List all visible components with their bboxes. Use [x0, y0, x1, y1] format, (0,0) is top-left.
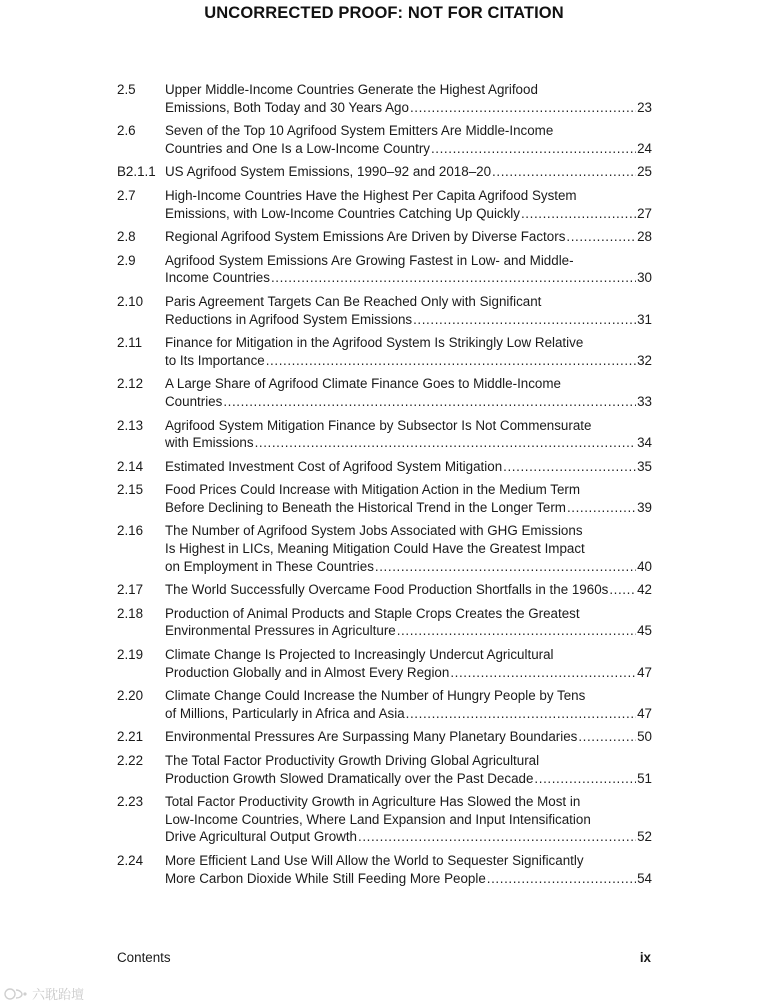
toc-entry-page-number: 32 — [637, 352, 652, 368]
toc-entry[interactable] — [117, 522, 652, 575]
toc-entry-page-number: 45 — [637, 623, 652, 639]
toc-entry-number: 2.12 — [117, 376, 144, 392]
toc-entry-number: 2.22 — [117, 753, 144, 768]
toc-entry-title-line: Production of Animal Products and Staple Crops Creates the Greatest — [165, 605, 580, 621]
toc-entry-page-number: 24 — [637, 140, 652, 156]
toc-entry-number: 2.8 — [117, 229, 136, 245]
watermark — [4, 984, 84, 1003]
dot-leader — [578, 728, 636, 746]
toc-entry-number: B2.1.1 — [117, 164, 156, 180]
toc-entry-number: 2.23 — [117, 794, 144, 810]
watermark-logo-icon — [4, 987, 28, 1001]
toc-entry-number: 2.11 — [117, 335, 143, 351]
toc-entry[interactable] — [117, 375, 652, 410]
toc-entry-title-line: The World Successfully Overcame Food Production Shortfalls in the 1960s — [165, 582, 609, 598]
toc-entry-number: 2.14 — [117, 458, 144, 474]
toc-entry-title-line: Paris Agreement Targets Can Be Reached Only with Significant — [165, 293, 542, 309]
toc-entry-title-line: Reductions in Agrifood System Emissions — [165, 311, 413, 327]
toc-entry[interactable] — [117, 458, 652, 476]
toc-entry-number: 2.9 — [117, 252, 136, 268]
toc-entry-title-line: Total Factor Productivity Growth in Agriculture Has Slowed the Most in — [165, 794, 581, 810]
toc-entry-title-line: Food Prices Could Increase with Mitigation Action in the Medium Term — [165, 482, 581, 498]
toc-entry-title-line: Environmental Pressures Are Surpassing Many Planetary Boundaries — [165, 729, 578, 745]
toc-entry-page-number: 52 — [637, 829, 652, 845]
toc-entry[interactable] — [117, 646, 652, 681]
dot-leader — [492, 163, 636, 181]
toc-entry-page-number: 34 — [637, 435, 652, 451]
proof-banner: UNCORRECTED PROOF: NOT FOR CITATION — [204, 4, 564, 22]
toc-entry-title-line: A Large Share of Agrifood Climate Finance Goes to Middle-Income — [165, 376, 561, 392]
toc-entry-page-number: 33 — [637, 393, 652, 409]
toc-entry-title-line: The Total Factor Productivity Growth Driving Global Agricultural — [165, 753, 540, 768]
toc-entry-title-line: Countries and One Is a Low-Income Country — [165, 140, 430, 156]
dot-leader — [487, 870, 636, 888]
toc-entry-page-number: 35 — [637, 458, 652, 474]
toc-entry-number: 2.5 — [117, 82, 136, 97]
dot-leader — [375, 558, 636, 576]
toc-entry[interactable] — [117, 122, 652, 157]
toc-entry[interactable] — [117, 334, 652, 369]
dot-leader — [266, 352, 636, 370]
toc-entry-page-number: 51 — [637, 770, 652, 786]
dot-leader — [534, 770, 636, 788]
toc-entry[interactable] — [117, 187, 652, 222]
dot-leader — [521, 205, 636, 223]
toc-entry-title-line: Production Growth Slowed Dramatically over the Past Decade — [165, 770, 534, 786]
toc-entry-page-number: 30 — [637, 270, 652, 286]
toc-entry[interactable] — [117, 728, 652, 746]
toc-entry[interactable] — [117, 81, 652, 116]
toc-entry-page-number: 54 — [637, 870, 652, 886]
toc-entry-title-line: Environmental Pressures in Agriculture — [165, 623, 396, 639]
dot-leader — [609, 581, 636, 599]
toc-entry[interactable] — [117, 852, 652, 887]
dot-leader — [271, 269, 636, 287]
toc-entry-page-number: 23 — [637, 99, 652, 115]
toc-entry-title-line: of Millions, Particularly in Africa and Asia — [165, 705, 405, 721]
toc-entry-number: 2.20 — [117, 688, 144, 704]
toc-entry-number: 2.10 — [117, 293, 144, 309]
toc-entry-page-number: 40 — [637, 558, 652, 574]
toc-entry-title-line: Low-Income Countries, Where Land Expansion and Input Intensification — [165, 811, 591, 827]
toc-entry[interactable] — [117, 793, 652, 846]
toc-entry[interactable] — [117, 581, 652, 599]
table-of-contents — [117, 81, 652, 887]
dot-leader — [255, 434, 637, 452]
toc-entry-title-line: Climate Change Could Increase the Number of Hungry People by Tens — [165, 688, 586, 704]
toc-entry[interactable] — [117, 293, 652, 328]
toc-entry-title-line: Before Declining to Beneath the Historical Trend in the Longer Term — [165, 499, 566, 515]
toc-entry-title-line: Emissions, with Low-Income Countries Catching Up Quickly — [165, 205, 520, 221]
toc-entry-title-line: Production Globally and in Almost Every Region — [165, 664, 450, 680]
toc-entry-page-number: 50 — [637, 729, 652, 745]
toc-entry-number: 2.6 — [117, 123, 136, 139]
dot-leader — [431, 140, 636, 158]
toc-entry-title-line: Climate Change Is Projected to Increasingly Undercut Agricultural — [165, 647, 554, 663]
toc-entry-number: 2.13 — [117, 417, 144, 433]
toc-entry-title-line: The Number of Agrifood System Jobs Associated with GHG Emissions — [165, 523, 583, 539]
footer-page-number: ix — [639, 950, 651, 965]
dot-leader — [223, 393, 636, 411]
toc-entry-number: 2.18 — [117, 605, 144, 621]
toc-entry-title-line: Upper Middle-Income Countries Generate the Highest Agrifood — [165, 82, 538, 97]
toc-entry-page-number: 27 — [637, 205, 652, 221]
toc-entry-number: 2.19 — [117, 647, 144, 663]
toc-entry-title-line: Agrifood System Emissions Are Growing Fastest in Low- and Middle- — [165, 252, 574, 268]
footer-section-label: Contents — [117, 950, 171, 965]
toc-entry-number: 2.16 — [117, 523, 144, 539]
toc-entry-number: 2.21 — [117, 729, 144, 745]
toc-entry[interactable] — [117, 252, 652, 287]
toc-entry-page-number: 25 — [637, 164, 652, 180]
toc-entry-title-line: Agrifood System Mitigation Finance by Subsector Is Not Commensurate — [165, 417, 592, 433]
toc-entry-number: 2.24 — [117, 852, 144, 868]
dot-leader — [358, 828, 636, 846]
toc-entry-page-number: 31 — [637, 311, 652, 327]
toc-entry-title-line: More Carbon Dioxide While Still Feeding More People — [165, 870, 486, 886]
toc-entry[interactable] — [117, 752, 652, 787]
dot-leader — [397, 622, 636, 640]
toc-entry[interactable] — [117, 417, 652, 452]
dot-leader — [413, 311, 636, 329]
toc-entry-title-line: Estimated Investment Cost of Agrifood System Mitigation — [165, 458, 503, 474]
toc-entry-number: 2.7 — [117, 187, 136, 203]
toc-entry-page-number: 47 — [637, 705, 652, 721]
toc-entry-number: 2.17 — [117, 582, 144, 598]
toc-entry-page-number: 28 — [637, 229, 652, 245]
toc-entry-title-line: Emissions, Both Today and 30 Years Ago — [165, 99, 409, 115]
toc-entry-title-line: Is Highest in LICs, Meaning Mitigation Could Have the Greatest Impact — [165, 541, 585, 557]
toc-entry[interactable] — [117, 481, 652, 516]
toc-entry-page-number: 42 — [637, 582, 652, 598]
toc-entry-title-line: on Employment in These Countries — [165, 558, 374, 574]
toc-entry-title-line: Drive Agricultural Output Growth — [165, 829, 358, 845]
toc-entry-title-line: More Efficient Land Use Will Allow the World to Sequester Significantly — [165, 852, 584, 868]
dot-leader — [566, 228, 636, 246]
toc-entry-page-number: 39 — [637, 499, 652, 515]
toc-entry[interactable] — [117, 687, 652, 722]
dot-leader — [410, 99, 636, 117]
toc-entry-title-line: to Its Importance — [165, 352, 265, 368]
toc-entry-title-line: Finance for Mitigation in the Agrifood System Is Strikingly Low Relative — [165, 335, 584, 351]
toc-entry-title-line: with Emissions — [165, 435, 254, 451]
toc-entry-page-number: 47 — [637, 664, 652, 680]
toc-entry-title-line: Income Countries — [165, 270, 270, 286]
toc-entry-number: 2.15 — [117, 482, 144, 498]
toc-entry-title-line: Countries — [165, 393, 223, 409]
toc-entry-title-line: Regional Agrifood System Emissions Are Driven by Diverse Factors — [165, 229, 566, 245]
watermark-text: 六耽跆壇 — [32, 987, 85, 1002]
dot-leader — [503, 458, 636, 476]
toc-entry-title-line: US Agrifood System Emissions, 1990–92 and 2018–20 — [165, 164, 492, 180]
toc-entry[interactable] — [117, 163, 652, 181]
toc-entry-title-line: Seven of the Top 10 Agrifood System Emitters Are Middle-Income — [165, 123, 554, 139]
toc-entry-title-line: High-Income Countries Have the Highest Per Capita Agrifood System — [165, 187, 577, 203]
dot-leader — [567, 499, 636, 517]
toc-entry[interactable] — [117, 228, 652, 246]
toc-entry[interactable] — [117, 605, 652, 640]
dot-leader — [406, 705, 636, 723]
dot-leader — [450, 664, 636, 682]
